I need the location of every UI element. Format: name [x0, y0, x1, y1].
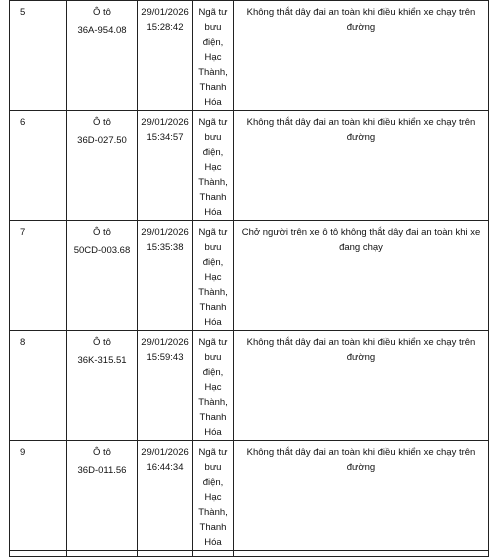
location-line: Hóa	[204, 97, 222, 108]
location-line: Thanh	[199, 82, 227, 93]
location-line: Thành,	[198, 177, 228, 188]
vehicle-type: Ô tô	[93, 227, 111, 238]
vehicle-cell	[67, 111, 138, 221]
row-number: 5	[10, 1, 67, 111]
violation-time: 15:28:42	[146, 22, 184, 33]
violations-table-body	[10, 1, 489, 557]
location-line: Thành,	[198, 287, 228, 298]
table-row	[10, 111, 489, 221]
location-line: Thành,	[198, 507, 228, 518]
location-line: điện,	[202, 367, 224, 378]
location-line: Ngã tư	[198, 227, 228, 238]
violation-text: Chở người trên xe ô tô không thắt dây đai an toàn khi xe đang chạy	[241, 227, 481, 253]
vehicle-type: Ô tô	[93, 337, 111, 348]
empty-cell	[138, 551, 193, 557]
violation-text: Không thắt dây đai an toàn khi điều khiển xe chạy trên đường	[246, 337, 476, 363]
location-line: bưu	[204, 352, 222, 363]
location-cell	[193, 1, 234, 111]
vehicle-type: Ô tô	[93, 117, 111, 128]
license-plate: 36D-027.50	[77, 135, 127, 146]
location-cell	[193, 111, 234, 221]
location-line: Ngã tư	[198, 447, 228, 458]
vehicle-cell	[67, 221, 138, 331]
violation-date: 29/01/2026	[141, 227, 189, 238]
location-line: điện,	[202, 477, 224, 488]
location-line: điện,	[202, 37, 224, 48]
location-line: Hạc	[204, 162, 222, 173]
timestamp-cell	[138, 331, 193, 441]
vehicle-cell	[67, 1, 138, 111]
row-number: 7	[10, 221, 67, 331]
table-row	[10, 1, 489, 111]
location-cell	[193, 441, 234, 551]
license-plate: 36K-315.51	[77, 355, 127, 366]
vehicle-cell	[67, 441, 138, 551]
violation-text: Không thắt dây đai an toàn khi điều khiển xe chạy trên đường	[246, 7, 476, 33]
location-line: Thanh	[199, 522, 227, 533]
table-row	[10, 441, 489, 551]
location-line: điện,	[202, 147, 224, 158]
empty-cell	[10, 551, 67, 557]
location-line: Hạc	[204, 492, 222, 503]
location-line: Thành,	[198, 67, 228, 78]
location-line: bưu	[204, 462, 222, 473]
timestamp-cell	[138, 1, 193, 111]
location-line: Thành,	[198, 397, 228, 408]
location-line: Hóa	[204, 427, 222, 438]
row-number: 8	[10, 331, 67, 441]
violation-time: 15:59:43	[146, 352, 184, 363]
location-line: bưu	[204, 22, 222, 33]
violation-cell	[234, 1, 489, 111]
location-line: Ngã tư	[198, 337, 228, 348]
location-line: Thanh	[199, 302, 227, 313]
table-row	[10, 221, 489, 331]
location-line: Thanh	[199, 192, 227, 203]
row-number: 6	[10, 111, 67, 221]
timestamp-cell	[138, 441, 193, 551]
violation-time: 15:35:38	[146, 242, 184, 253]
license-plate: 36A-954.08	[77, 25, 127, 36]
empty-cell	[193, 551, 234, 557]
empty-cell	[234, 551, 489, 557]
location-line: Hóa	[204, 537, 222, 548]
violation-cell	[234, 441, 489, 551]
violation-date: 29/01/2026	[141, 117, 189, 128]
location-cell	[193, 331, 234, 441]
license-plate: 36D-011.56	[77, 465, 127, 476]
violation-time: 16:44:34	[146, 462, 184, 473]
location-line: bưu	[204, 132, 222, 143]
violation-text: Không thắt dây đai an toàn khi điều khiển xe chạy trên đường	[246, 117, 476, 143]
violation-date: 29/01/2026	[141, 7, 189, 18]
table-row-partial	[10, 551, 489, 557]
row-number: 9	[10, 441, 67, 551]
vehicle-type: Ô tô	[93, 447, 111, 458]
license-plate: 50CD-003.68	[73, 245, 131, 256]
location-line: Thanh	[199, 412, 227, 423]
location-line: điện,	[202, 257, 224, 268]
violation-text: Không thắt dây đai an toàn khi điều khiển xe chạy trên đường	[246, 447, 476, 473]
location-line: Hạc	[204, 382, 222, 393]
location-line: Hạc	[204, 272, 222, 283]
violations-table	[9, 0, 489, 557]
location-line: Hóa	[204, 317, 222, 328]
table-row	[10, 331, 489, 441]
empty-cell	[67, 551, 138, 557]
vehicle-type: Ô tô	[93, 7, 111, 18]
location-line: Ngã tư	[198, 7, 228, 18]
violation-cell	[234, 111, 489, 221]
location-line: bưu	[204, 242, 222, 253]
timestamp-cell	[138, 111, 193, 221]
violation-cell	[234, 331, 489, 441]
violation-cell	[234, 221, 489, 331]
violation-date: 29/01/2026	[141, 447, 189, 458]
location-line: Hạc	[204, 52, 222, 63]
violation-date: 29/01/2026	[141, 337, 189, 348]
location-line: Ngã tư	[198, 117, 228, 128]
location-line: Hóa	[204, 207, 222, 218]
timestamp-cell	[138, 221, 193, 331]
vehicle-cell	[67, 331, 138, 441]
violation-time: 15:34:57	[146, 132, 184, 143]
location-cell	[193, 221, 234, 331]
